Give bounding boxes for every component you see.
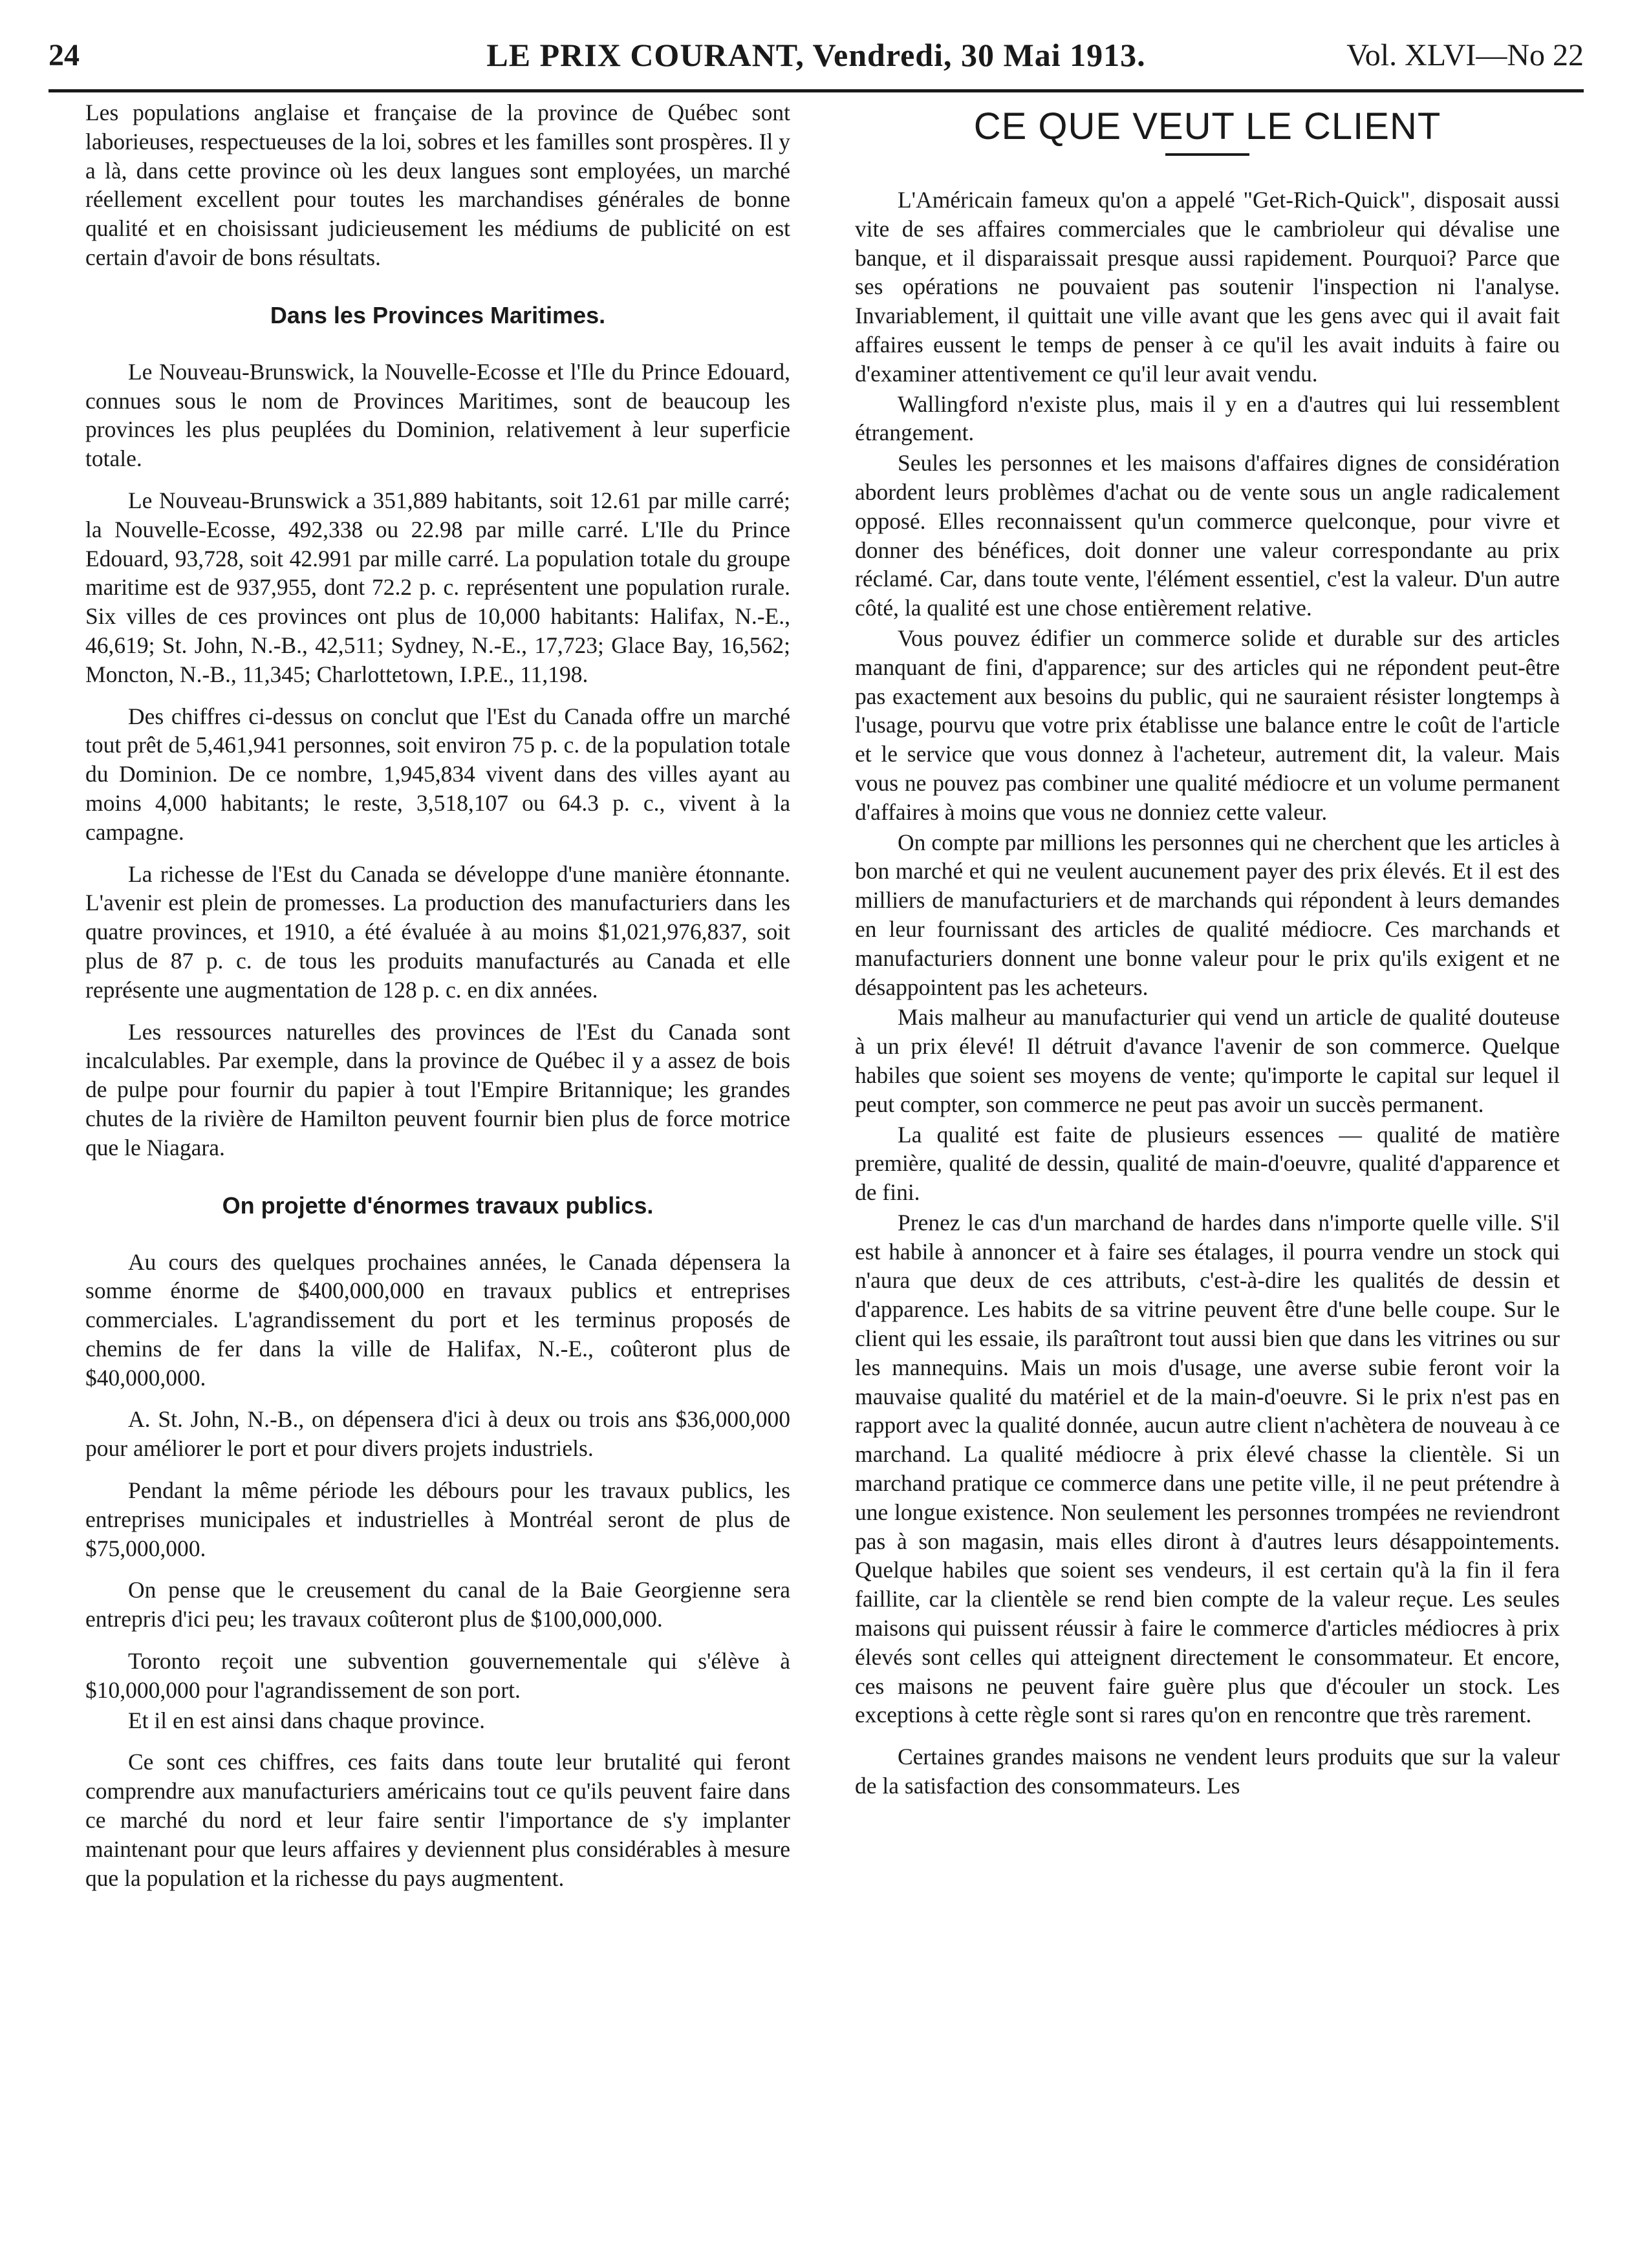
paragraph: A. St. John, N.-B., on dépensera d'ici à deux ou trois ans $36,000,000 pour améliorer le port et pour divers projets industriels. [85,1406,790,1462]
paragraph: On compte par millions les personnes qui ne cherchent que les articles à bon marché et qui ne veulent aucunement payer des prix élevés. Et il est des milliers de manufacturiers et de marchands qui répondent à leurs demandes en leur fournissant des articles de qualité médiocre. Ces marchands et manufacturiers donnent une bonne valeur pour le prix qu'ils exigent et ne désappointent pas les acheteurs. [855,829,1560,1000]
masthead-title: LE PRIX COURANT, Vendredi, 30 Mai 1913. [486,37,1146,73]
paragraph: Des chiffres ci-dessus on conclut que l'Est du Canada offre un marché tout prêt de 5,461,941 personnes, soit environ 75 p. c. de la population totale du Dominion. De ce nombre, 1,945,834 vivent dans des villes ayant au moins 4,000 habitants; le reste, 3,518,107 ou 64.3 p. c., vivent à la campagne. [85,703,790,845]
paragraph: Le Nouveau-Brunswick a 351,889 habitants, soit 12.61 par mille carré; la Nouvelle-Ecosse, 492,338 ou 22.98 par mille carré. L'Ile du Prince Edouard, 93,728, soit 42.991 par mille carré. La population totale du groupe maritime est de 937,955, dont 72.2 p. c. représentent une population rurale. Six villes de ces provinces ont plus de 10,000 habitants: Halifax, N.-E., 46,619; St. John, N.-B., 42,511; Sydney, N.-E., 17,723; Glace Bay, 16,562; Moncton, N.-B., 11,345; Charlottetown, I.P.E., 11,198. [85,487,790,687]
volume-number: Vol. XLVI—No 22 [1346,38,1584,72]
title-divider [1165,153,1249,156]
paragraph: Les ressources naturelles des provinces de l'Est du Canada sont incalculables. Par exemple, dans la province de Québec il y a assez de bois de pulpe pour fournir du papier à tout l'Empire Britannique; les grandes chutes de la rivière de Hamilton peuvent fournir bien plus de force motrice que le Niagara. [85,1018,790,1161]
section-heading-maritimes: Dans les Provinces Maritimes. [270,301,606,328]
paragraph: On pense que le creusement du canal de la Baie Georgienne sera entrepris d'ici peu; les travaux coûteront plus de $100,000,000. [85,1577,790,1632]
paragraph: Toronto reçoit une subvention gouvernementale qui s'élève à $10,000,000 pour l'agrandissement de son port. [85,1648,790,1703]
paragraph: Prenez le cas d'un marchand de hardes dans n'importe quelle ville. S'il est habile à annoncer et à faire ses étalages, il pourra vendre un stock qui n'aura que deux de ces attributs, c'est-à-dire les qualités de dessin et d'apparence. Les habits de sa vitrine peuvent être d'une belle coupe. Sur le client qui les essaie, ils paraîtront tout aussi bien que dans les vitrines ou sur les mannequins. Mais un mois d'usage, une averse subie feront voir la mauvaise qualité du matériel et de la main-d'oeuvre. Si le prix n'est pas en rapport avec la qualité donnée, aucun autre client n'achètera de nouveau à ce marchand. La qualité médiocre à prix élevé chasse la clientèle. Si un marchand pratique ce commerce dans une petite ville, il ne peut prétendre à une longue existence. Non seulement les personnes trompées ne reviendront pas à son magasin, mais elles diront à d'autres leurs désappointements. Quelque habiles que soient ses vendeurs, il est certain qu'à la fin il fera faillite, car la clientèle se rend bien compte de la valeur reçue. Les seules maisons qui puissent réussir à faire le commerce d'articles médiocres à prix élevés sont celles qui atteignent directement le consommateur. Et encore, ces maisons ne peuvent faire guère plus que d'écouler un stock. Les exceptions à cette règle sont si rares qu'on en rencontre que très rarement. [855,1209,1560,1728]
intro-paragraph: Les populations anglaise et française de la province de Québec sont laborieuses, respectueuses de la loi, sobres et les familles sont prospères. Il y a là, dans cette province où les deux langues sont employées, un marché réellement excellent pour toutes les marchandises générales de bonne qualité et en choisissant judicieusement les médiums de publicité on est certain d'avoir de bons résultats. [85,100,790,270]
page-number: 24 [49,38,80,72]
paragraph: Mais malheur au manufacturier qui vend un article de qualité douteuse à un prix élevé! Il détruit d'avance l'avenir de son commerce. Quelque habiles que soient ses moyens de vente; qu'importe le capital sur lequel il peut compter, son commerce ne peut pas avoir un succès permanent. [855,1004,1560,1117]
paragraph: L'Américain fameux qu'on a appelé "Get-Rich-Quick", disposait aussi vite de ses affaires commerciales que le cambrioleur qui dévalise une banque, et il disparaissait presque aussi rapidement. Pourquoi? Parce que ses opérations ne pouvaient pas soutenir l'inspection ni l'analyse. Invariablement, il quittait une ville avant que les gens avec qui il avait fait affaires eussent le temps de penser à ce qu'il les avait induits à faire ou d'examiner attentivement ce qu'il leur avait vendu. [855,187,1560,387]
paragraph: Et il en est ainsi dans chaque province. [128,1707,486,1733]
paragraph: Certaines grandes maisons ne vendent leurs produits que sur la valeur de la satisfaction des consommateurs. Les [855,1744,1560,1799]
right-column [855,98,1560,1813]
paragraph: Pendant la même période les débours pour les travaux publics, les entreprises municipales et industrielles à Montréal seront de plus de $75,000,000. [85,1477,790,1561]
paragraph: Wallingford n'existe plus, mais il y en a d'autres qui lui ressemblent étrangement. [855,390,1560,446]
paragraph: La richesse de l'Est du Canada se développe d'une manière étonnante. L'avenir est plein de promesses. La production des manufacturiers dans les quatre provinces, et 1910, a été évaluée à au moins $1,021,976,837, soit plus de 87 p. c. de tous les produits manufacturés au Canada et elle représente une augmentation de 128 p. c. en dix années. [85,861,790,1003]
paragraph: Vous pouvez édifier un commerce solide et durable sur des articles manquant de fini, d'apparence; sur des articles qui ne répondent peut-être pas exactement aux besoins du public, qui ne sauraient résister longtemps à l'usage, pourvu que votre prix établisse une balance entre le coût de l'article et le service que vous donnez à l'acheteur, autrement dit, la valeur. Mais vous ne pouvez pas combiner une qualité médiocre et un volume permanent d'affaires à moins que vous ne donniez cette valeur. [855,625,1560,825]
paragraph: Seules les personnes et les maisons d'affaires dignes de considération abordent leurs problèmes d'achat ou de vente sous un angle radicalement opposé. Elles reconnaissent qu'un commerce quelconque, pour vivre et donner des bénéfices, doit donner une valeur correspondante au prix réclamé. Car, dans toute vente, l'élément essentiel, c'est la valeur. D'un autre côté, la qualité est une chose entièrement relative. [855,450,1560,621]
paragraph: La qualité est faite de plusieurs essences — qualité de matière première, qualité de dessin, qualité de main-d'oeuvre, qualité d'apparence et de fini. [855,1121,1560,1206]
article-title: CE QUE VEUT LE CLIENT [973,105,1441,147]
paragraph: Au cours des quelques prochaines années, le Canada dépensera la somme énorme de $400,000,000 en travaux publics et entreprises commerciales. L'agrandissement du port et les terminus proposés de chemins de fer dans la ville de Halifax, N.-E., coûteront plus de $40,000,000. [85,1248,790,1391]
page-header [49,25,1584,92]
paragraph: Ce sont ces chiffres, ces faits dans toute leur brutalité qui feront comprendre aux manufacturiers américains tout ce qu'ils peuvent faire dans ce marché du nord et leur faire sentir l'importance de s'y implanter maintenant pour que leurs affaires y deviennent plus considérables à mesure que la population et la richesse du pays augmentent. [85,1749,790,1891]
paragraph: Le Nouveau-Brunswick, la Nouvelle-Ecosse et l'Ile du Prince Edouard, connues sous le nom de Provinces Maritimes, sont de beaucoup les provinces les plus peuplées du Dominion, relativement à leur superficie totale. [85,358,790,472]
section-heading-public-works: On projette d'énormes travaux publics. [222,1192,654,1219]
left-column [85,98,790,1905]
